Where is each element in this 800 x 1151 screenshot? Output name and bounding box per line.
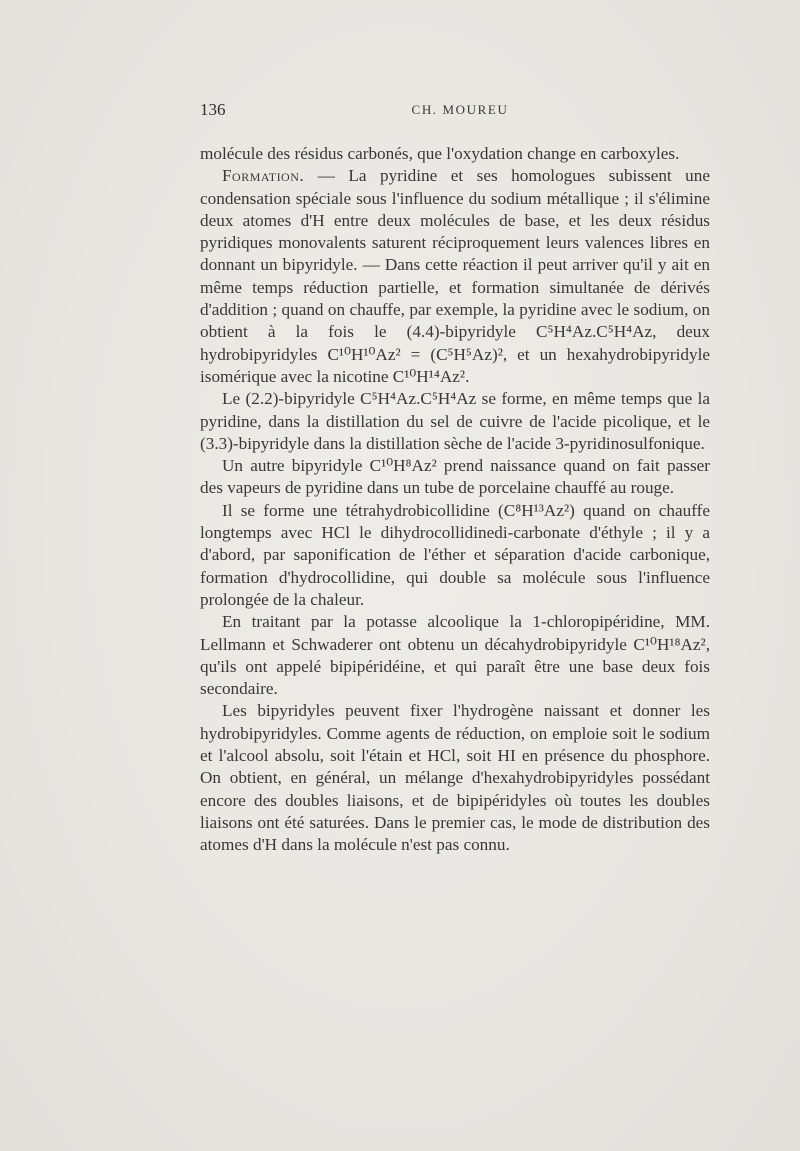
paragraph-formation [200, 165, 710, 388]
paragraph-bipiperideine: En traitant par la potasse alcoolique la 1-chloropipéridine, MM. Lellmann et Schwaderer ont obtenu un décahydrobipyridyle C¹⁰H¹⁸Az², qu'ils ont appelé bipipéridéine, et qui paraît être une base deux fois secondaire. [200, 612, 710, 699]
paragraph-formation-text: — La pyridine et ses homologues subissent une condensation spéciale sous l'influence du sodium métallique ; il s'élimine deux atomes d'H entre deux molécules de base, et les deux résidus pyridiques monovalents saturent réciproquement leurs valences libres en donnant un bipyridyle. — Dans cette réaction il peut arriver qu'il y ait en même temps réduction partielle, et formation simultanée de dérivés d'addition ; quand on chauffe, par exemple, la pyridine avec le sodium, on obtient à la fois le (4.4)-bipyridyle C⁵H⁴Az.C⁵H⁴Az, deux hydrobipyridyles C¹⁰H¹⁰Az² = (C⁵H⁵Az)², et un hexahydrobipyridyle isomérique avec la nicotine C¹⁰H¹⁴Az². [200, 166, 710, 386]
running-head: CH. MOUREU [411, 102, 509, 117]
page-header [200, 100, 720, 124]
paragraph-tetrahydrobicollidine: Il se forme une tétrahydrobicollidine (C⁸H¹³Az²) quand on chauffe longtemps avec HCl le dihydrocollidinedi-carbonate d'éthyle ; il y a d'abord, par saponification de l'éther et séparation d'acide carbonique, formation d'hydrocollidine, qui double sa molécule sous l'influence prolongée de la chaleur. [200, 500, 710, 609]
paragraph-continuation: molécule des résidus carbonés, que l'oxydation change en carboxyles. [200, 144, 680, 163]
paragraph-bipyridyle-2-2: Le (2.2)-bipyridyle C⁵H⁴Az.C⁵H⁴Az se forme, en même temps que la pyridine, dans la distillation du sel de cuivre de l'acide picolique, et le (3.3)-bipyridyle dans la distillation sèche de l'acide 3-pyridinosulfonique. [200, 389, 710, 453]
paragraph-bipyridyle-porcelaine: Un autre bipyridyle C¹⁰H⁸Az² prend naissance quand on fait passer des vapeurs de pyridine dans un tube de porcelaine chauffé au rouge. [200, 456, 710, 498]
body-text [200, 143, 710, 857]
page-number: 136 [200, 100, 226, 119]
section-lead-formation: Formation. [222, 166, 305, 186]
paragraph-hydrobipyridyles: Les bipyridyles peuvent fixer l'hydrogène naissant et donner les hydrobipyridyles. Comme agents de réduction, on emploie soit le sodium et l'alcool absolu, soit l'étain et HCl, soit HI en présence du phosphore. On obtient, en général, un mélange d'hexahydrobipyridyles possédant encore des doubles liaisons, et de bipipéridyles où toutes les doubles liaisons ont été saturées. Dans le premier cas, le mode de distribution des atomes d'H dans la molécule n'est pas connu. [200, 701, 710, 855]
